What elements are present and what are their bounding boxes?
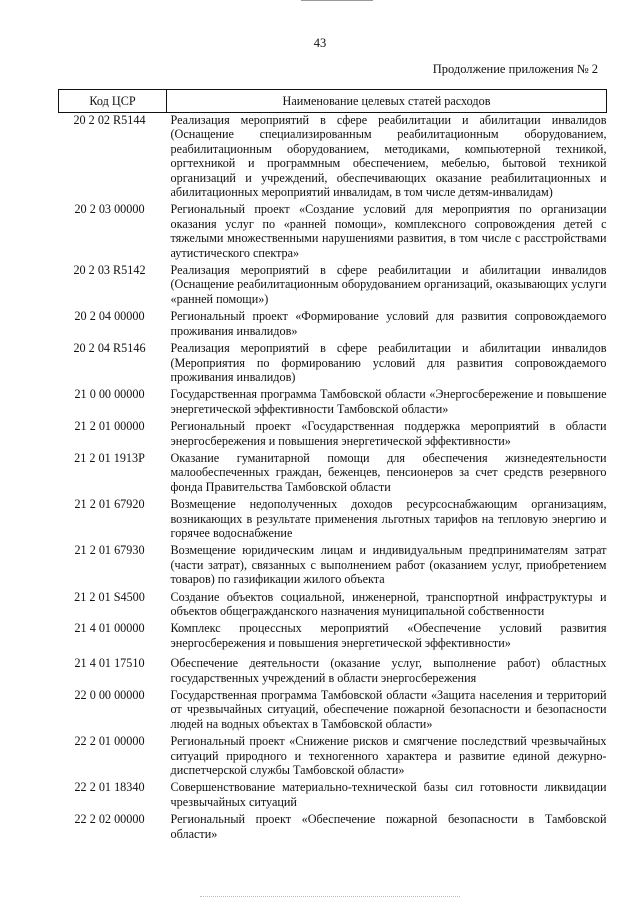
row-code: 20 2 04 00000 xyxy=(74,309,145,324)
table-row xyxy=(59,734,607,780)
table-row xyxy=(59,621,607,656)
target-articles-table xyxy=(58,89,607,844)
row-code: 21 4 01 00000 xyxy=(74,621,145,636)
row-name: Государственная программа Тамбовской области «Энергосбережение и повышение энергетической эффективности Тамбовской области» xyxy=(170,387,607,416)
row-code: 21 2 01 67930 xyxy=(74,543,145,558)
row-code: 22 2 02 00000 xyxy=(74,812,145,827)
row-name: Реализация мероприятий в сфере реабилитации и абилитации инвалидов (Оснащение специализированным реабилитационным оборудованием, реабилитационным оборудованием, методиками, компьютерной техникой, оргтехникой и программным обеспечением, мебелью, бытовой техникой организаций и учреждений, обеспечивающих оказание реабилитационных и абилитационных мероприятий инвалидам, в том числе детям-инвалидам) xyxy=(170,113,607,200)
row-code: 22 2 01 00000 xyxy=(74,734,145,749)
table-row xyxy=(59,451,607,497)
table-row xyxy=(59,263,607,309)
table-row xyxy=(59,341,607,387)
table-row xyxy=(59,780,607,812)
row-name: Региональный проект «Обеспечение пожарной безопасности в Тамбовской области» xyxy=(170,812,607,841)
table-row xyxy=(59,309,607,341)
top-page-mark xyxy=(301,0,373,1)
table-row xyxy=(59,387,607,419)
row-code: 22 0 00 00000 xyxy=(74,688,145,703)
row-code: 21 2 01 1913Р xyxy=(74,450,145,465)
row-code: 21 2 01 67920 xyxy=(74,497,145,512)
table-row xyxy=(59,688,607,734)
row-name: Государственная программа Тамбовской области «Защита населения и территорий от чрезвычайных ситуаций, обеспечение пожарной безопасности и безопасности людей на водных объектах в Тамбовской области» xyxy=(170,688,607,731)
row-name: Реализация мероприятий в сфере реабилитации и абилитации инвалидов (Мероприятия по формированию условий для развития сопровождаемого проживания инвалидов) xyxy=(170,341,607,384)
row-name: Региональный проект «Государственная поддержка мероприятий в области энергосбережения и повышения энергетической эффективности» xyxy=(170,419,607,448)
row-code: 21 2 01 00000 xyxy=(74,419,145,434)
row-code: 20 2 03 R5142 xyxy=(73,263,146,278)
row-code: 21 2 01 S4500 xyxy=(74,589,145,604)
row-name: Создание объектов социальной, инженерной, транспортной инфраструктуры и объектов общегражданского назначения муниципальной собственности xyxy=(170,589,607,618)
table-row xyxy=(59,419,607,451)
row-name: Региональный проект «Формирование условий для развития сопровождаемого проживания инвалидов» xyxy=(170,309,607,338)
row-name: Комплекс процессных мероприятий «Обеспечение условий развития энергосбережения и повышения энергетической эффективности» xyxy=(170,621,607,650)
row-code: 21 0 00 00000 xyxy=(74,387,145,402)
header-code: Код ЦСР xyxy=(59,90,167,113)
table-row xyxy=(59,656,607,688)
header-name: Наименование целевых статей расходов xyxy=(167,90,607,113)
table-row xyxy=(59,202,607,263)
table-row xyxy=(59,543,607,589)
row-code: 20 2 02 R5144 xyxy=(73,113,146,127)
table-header-row xyxy=(59,90,607,113)
page-number: 43 xyxy=(313,36,327,50)
table-row xyxy=(59,113,607,203)
row-name: Возмещение недополученных доходов ресурсоснабжающим организациям, возникающих в результате применения льготных тарифов на тепловую энергию и горячее водоснабжение xyxy=(170,497,607,540)
row-name: Совершенствование материально-технической базы сил готовности ликвидации чрезвычайных ситуаций xyxy=(170,780,607,809)
table-row xyxy=(59,497,607,543)
row-code: 22 2 01 18340 xyxy=(74,780,145,795)
row-name: Возмещение юридическим лицам и индивидуальным предпринимателям затрат (части затрат), связанных с выполнением работ (оказанием услуг, приобретением товаров) по газификации жилого объекта xyxy=(170,543,607,587)
row-code: 20 2 03 00000 xyxy=(74,202,145,217)
bottom-page-mark xyxy=(200,896,460,897)
row-code: 20 2 04 R5146 xyxy=(73,341,146,356)
table-row xyxy=(59,590,607,622)
row-name: Региональный проект «Создание условий для мероприятия по организации оказания услуг по «ранней помощи», комплексного сопровождения детей с тяжелыми множественными нарушениями развития, в том числе с расстройствами аутистического спектра» xyxy=(170,202,607,260)
appendix-continuation-label: Продолжение приложения № 2 xyxy=(432,62,598,76)
row-name: Региональный проект «Снижение рисков и смягчение последствий чрезвычайных ситуаций природного и техногенного характера и развитие единой дежурно-диспетчерской службы Тамбовской области» xyxy=(170,734,607,778)
row-name: Реализация мероприятий в сфере реабилитации и абилитации инвалидов (Оснащение реабилитационным оборудованием организаций, оказывающих услуги «ранней помощи») xyxy=(170,263,607,306)
row-code: 21 4 01 17510 xyxy=(74,656,145,671)
table-row xyxy=(59,812,607,844)
row-name: Оказание гуманитарной помощи для обеспечения жизнедеятельности малообеспеченных граждан, беженцев, пенсионеров за счет средств резервного фонда Правительства Тамбовской области xyxy=(170,450,607,494)
row-name: Обеспечение деятельности (оказание услуг, выполнение работ) областных государственных учреждений в области энергосбережения xyxy=(170,656,607,685)
